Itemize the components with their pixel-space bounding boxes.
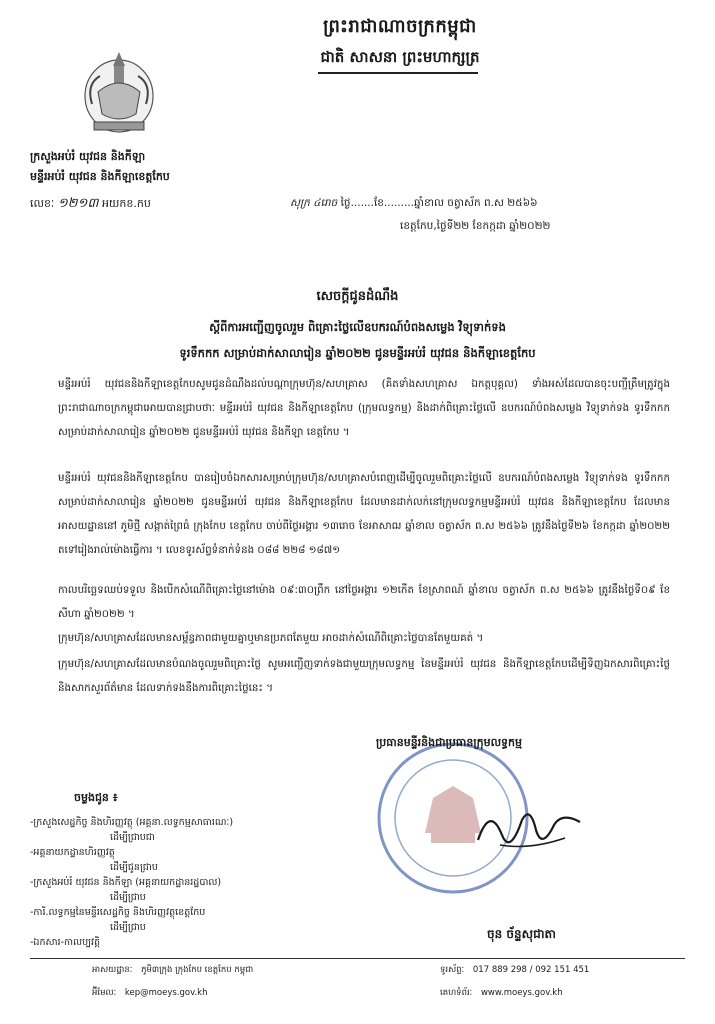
lunar-date <box>290 197 690 212</box>
cc-action: ដើម្បីជ្រាប <box>110 922 146 933</box>
kingdom-title: ព្រះរាជាណាចក្រកម្ពុជា <box>323 16 477 37</box>
footer-phone <box>440 965 589 977</box>
body-paragraph-1: មន្ទីរអប់រំ យុវជននិងកីឡាខេត្តកែបសូមជូនដំណឹងដល់បណ្តាក្រុមហ៊ុន/សហគ្រាស (គិតទាំងសហគ្រាស ឯកត្តបុគ្គល) ទាំងអស់ដែលបានចុះបញ្ជីត្រឹមត្រូវក្នុងព្រះរាជាណាចក្រកម្ពុជាអោយបានជ្រាបថាៈ មន្ទីរអប់រំ យុវជន និងកីឡាខេត្តកែប (ក្រុមលទ្ធកម្ម) និងដាក់ពិគ្រោះថ្លៃលើ ឧបករណ៍បំពងសម្លេង វិទ្យុទាក់ទង ទូរទឹកកក សម្រាប់ដាក់សាលារៀន ឆ្នាំ២០២២ ជូនមន្ទីរអប់រំ យុវជន និងកីឡា ខេត្តកែប ។ <box>58 378 670 438</box>
signer-name: ចុន ច័ន្ទសុជាតា <box>487 927 556 941</box>
ministry-name: ក្រសួងអប់រំ យុវជន និងកីឡា <box>30 150 146 163</box>
email-label: អ៊ីមែលៈ <box>92 988 117 998</box>
cc-action: ដើម្បីជ្រាបជា <box>110 832 155 843</box>
cc-action: ដើម្បីជូនជ្រាប <box>110 862 158 873</box>
address-value: ភូមិ៣ក្រុង ក្រុងកែប ខេត្តកែប កម្ពុជា <box>141 965 254 975</box>
phone-value: 017 889 298 / 092 151 451 <box>472 965 590 975</box>
solar-date: ខេត្តកែប,ថ្ងៃទី២២ ខែកក្កដា ឆ្នាំ២០២២ <box>400 220 551 232</box>
subject-line-2: ទូរទឹកកក សម្រាប់ដាក់សាលារៀន ឆ្នាំ២០២២ ជូនមន្ទីរអប់រំ យុវជន និងកីឡាខេត្តកែប <box>179 346 536 360</box>
lunar-date-handwritten: សុក្រ ៤រោច <box>290 197 338 209</box>
cc-list <box>30 815 330 950</box>
cc-recipient: -ឯកសារ-កាលប្បវត្តិ <box>30 937 100 948</box>
document-type: សេចក្តីជូនដំណឹង <box>316 289 399 304</box>
lunar-date-text: ថ្ងៃ.......ខែ.........ឆ្នាំខាល ចត្វាស័ក ព.ស ២៥៦៦ <box>340 197 538 209</box>
department-name: មន្ទីរអប់រំ យុវជន និងកីឡាខេត្តកែប <box>30 170 170 183</box>
body-paragraph-5: ក្រុមហ៊ុន/សហគ្រាសដែលមានបំណងចូលរួមពិគ្រោះថ្លៃ សូមអញ្ជើញទាក់ទងជាមួយក្រុមលទ្ធកម្ម នៃមន្ទីរអប់រំ យុវជន និងកីឡាខេត្តកែបដើម្បីទិញឯកសារពិគ្រោះថ្លៃ និងសាកសួរព័ត៌មាន ដែលទាក់ទងនឹងការពិគ្រោះថ្លៃនេះ ។ <box>58 658 670 694</box>
ministry-emblem <box>80 44 158 136</box>
footer-divider <box>30 958 685 959</box>
handwritten-signature <box>470 800 590 860</box>
body-paragraph-3: កាលបរិច្ឆេទឈប់ទទួល និងបើកសំណើពិគ្រោះថ្លៃនៅម៉ោង ០៩:៣០ព្រឹក នៅថ្ងៃអង្គារ ១២កើត ខែស្រាពណ៍ ឆ្នាំខាល ចត្វាស័ក ព.ស ២៥៦៦ ត្រូវនឹងថ្ងៃទី០៩ ខែសីហា ឆ្នាំ២០២២ ។ <box>58 584 670 620</box>
cc-recipient: -ការិ.លទ្ធកម្មនៃមន្ទីរសេដ្ឋកិច្ច និងហិរញ្ញវត្ថុខេត្តកែប <box>30 907 206 918</box>
national-motto: ជាតិ សាសនា ព្រះមហាក្សត្រ <box>320 48 480 66</box>
cc-recipient: -ក្រសួងសេដ្ឋកិច្ច និងហិរញ្ញវត្ថុ (អគ្គនា.លទ្ធកម្មសាធារណៈ) <box>30 817 234 828</box>
motto-divider <box>318 72 478 74</box>
body-paragraph-2: មន្ទីរអប់រំ យុវជននិងកីឡាខេត្តកែប បានរៀបចំឯកសារសម្រាប់ក្រុមហ៊ុន/សហគ្រាសបំពេញដើម្បីចូលរួមពិគ្រោះថ្លៃលើ ឧបករណ៍បំពងសម្លេង វិទ្យុទាក់ទង ទូរទឹកកក សម្រាប់ដាក់សាលារៀន ឆ្នាំ២០២២ ជូនមន្ទីរអប់រំ យុវជន និងកីឡាខេត្តកែប ដែលមានដាក់លក់នៅក្រុមលទ្ធកម្មមន្ទីរអប់រំ យុវជន និងកីឡាខេត្តកែប ដែលមានអាសយដ្ឋាននៅ ភូមិថ្មី សង្កាត់ព្រៃធំ ក្រុងកែប ខេត្តកែប ចាប់ពីថ្ងៃអង្គារ ១៣រោច ខែអាសាឍ ឆ្នាំខាល ចត្វាស័ក ព.ស ២៥៦៦ ត្រូវនឹងថ្ងៃទី២៦ ខែកក្កដា ឆ្នាំ២០២២ តទៅរៀងរាល់ម៉ោងធ្វើការ ។ លេខទូរស័ព្ទទំនាក់ទំនង ០៨៨ ២២៨ ១៨៧១ <box>58 472 670 556</box>
cc-recipient: -អគ្គនាយកដ្ឋានហិរញ្ញវត្ថុ <box>30 847 115 858</box>
address-label: អាសយដ្ឋានៈ <box>92 965 133 975</box>
body-paragraph-4: ក្រុមហ៊ុន/សហគ្រាសដែលមានសម្ព័ន្ធភាពជាមួយគ្នាឬមានប្រភពតែមួយ អាចដាក់សំណើពិគ្រោះថ្លៃបានតែមួយគត់ ។ <box>58 632 484 644</box>
signer-role: ប្រធានមន្ទីរនិងជាប្រធានក្រុមលទ្ធកម្ម <box>376 736 522 749</box>
ref-number: ១២១៣ <box>57 196 99 211</box>
website-value: www.moeys.gov.kh <box>480 988 563 998</box>
footer-email <box>92 988 207 1000</box>
phone-label: ទូរស័ព្ទៈ <box>440 965 465 975</box>
ref-label: លេខៈ <box>30 197 55 210</box>
ref-suffix: អយកខ.កប <box>101 197 151 210</box>
cc-recipient: -ក្រសួងអប់រំ យុវជន និងកីឡា (អគ្គនាយកដ្ឋានរដ្ឋបាល) <box>30 877 222 888</box>
reference-number <box>30 195 151 214</box>
cc-title: ចម្លងជូន ៖ <box>74 791 118 804</box>
cc-action: ដើម្បីជ្រាប <box>110 892 146 903</box>
footer-address <box>92 965 253 977</box>
subject-line-1: ស្តីពីការអញ្ជើញចូលរួម ពិគ្រោះថ្លៃលើឧបករណ៍បំពងសម្លេង វិទ្យុទាក់ទង <box>209 320 506 334</box>
footer-website <box>440 988 563 1000</box>
email-value: kep@moeys.gov.kh <box>124 988 208 998</box>
website-label: គេហទំព័រៈ <box>440 988 473 998</box>
